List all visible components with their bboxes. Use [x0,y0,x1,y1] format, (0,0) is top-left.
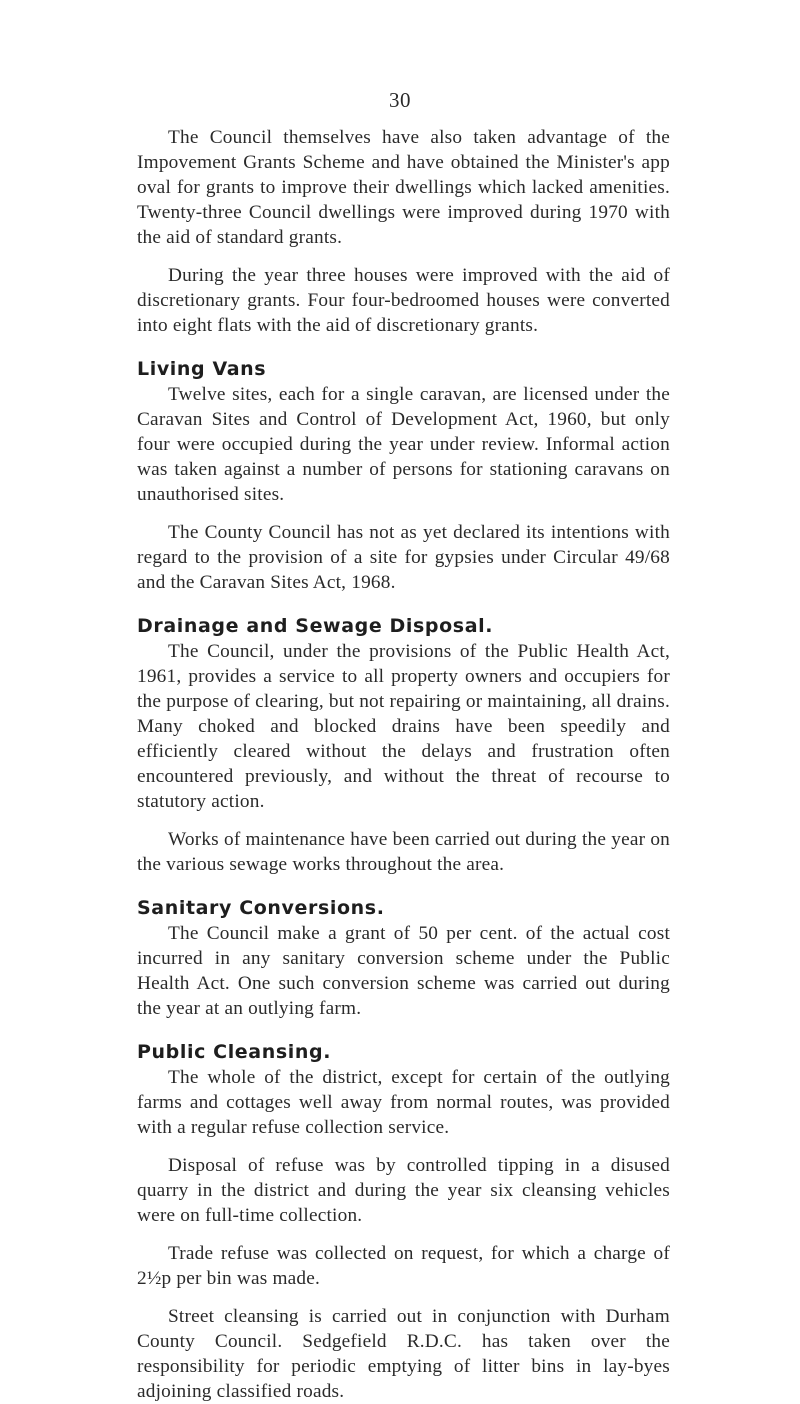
paragraph: The whole of the district, except for certain of the outlying farms and cottages well away from normal routes, was provided with a regular refuse collection service. [137,1067,670,1138]
paragraph: The County Council has not as yet declared its intentions with regard to the provision of a site for gypsies under Circular 49/68 and the Caravan Sites Act, 1968. [137,522,670,593]
page-body [137,125,670,1404]
paragraph: The Council, under the provisions of the Public Health Act, 1961, provides a service to all property owners and occupiers for the purpose of clearing, but not repairing or maintaining, all drains. Many choked and blocked drains have been speedily and efficiently cleared without the delays and frustration often encountered previously, and without the threat of recourse to statutory action. [137,641,670,812]
section-sanitary-conversions [137,895,670,1021]
section-drainage [137,613,670,877]
paragraph: The Council make a grant of 50 per cent. of the actual cost incurred in any sanitary conversion scheme under the Public Health Act. One such conversion scheme was carried out during the year at an outlying farm. [137,923,670,1019]
paragraph: Trade refuse was collected on request, for which a charge of 2½p per bin was made. [137,1243,670,1289]
section-living-vans [137,356,670,595]
section-heading: Sanitary Conversions. [137,897,385,919]
paragraph: During the year three houses were improved with the aid of discretionary grants. Four four-bedroomed houses were converted into eight flats with the aid of discretionary grants. [137,265,670,336]
section-public-cleansing [137,1039,670,1404]
paragraph: Works of maintenance have been carried out during the year on the various sewage works throughout the area. [137,829,670,875]
intro-section [137,125,670,338]
section-heading: Drainage and Sewage Disposal. [137,615,494,637]
page-number: 30 [389,88,411,112]
paragraph: The Council themselves have also taken advantage of the Impovement Grants Scheme and have obtained the Minister's app oval for grants to improve their dwellings which lacked amenities. Twenty-three Council dwellings were improved during 1970 with the aid of standard grants. [137,127,670,248]
paragraph: Twelve sites, each for a single caravan, are licensed under the Caravan Sites and Control of Development Act, 1960, but only four were occupied during the year under review. Informal action was taken against a number of persons for stationing caravans on unauthorised sites. [137,384,670,505]
paragraph: Disposal of refuse was by controlled tipping in a disused quarry in the district and during the year six cleansing vehicles were on full-time collection. [137,1155,670,1226]
paragraph: Street cleansing is carried out in conjunction with Durham County Council. Sedgefield R.D.C. has taken over the responsibility for periodic emptying of litter bins in lay-byes adjoining classified roads. [137,1306,670,1402]
section-heading: Living Vans [137,358,267,380]
section-heading: Public Cleansing. [137,1041,332,1063]
